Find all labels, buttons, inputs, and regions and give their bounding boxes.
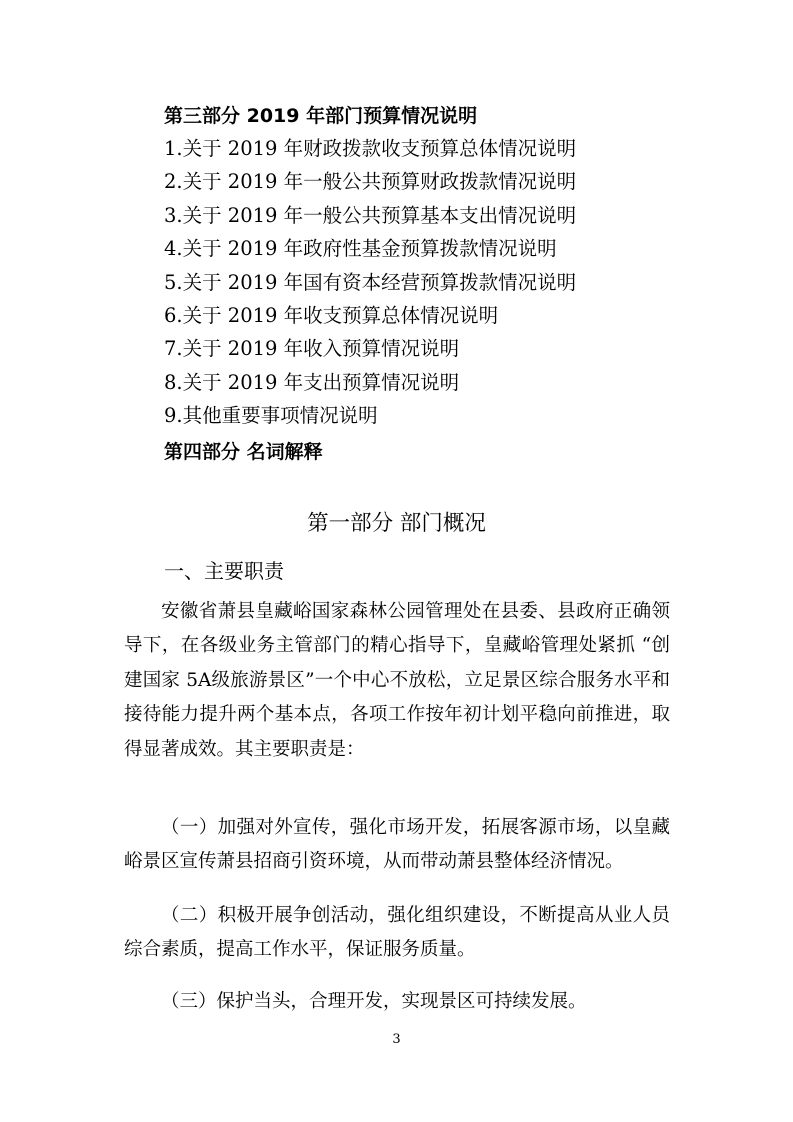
- toc-item-4: 4.关于 2019 年政府性基金预算拨款情况说明: [164, 237, 557, 261]
- toc-item-3: 3.关于 2019 年一般公共预算基本支出情况说明: [164, 203, 577, 227]
- toc-item-6: 6.关于 2019 年收支预算总体情况说明: [164, 303, 499, 327]
- duty-item-2: （二）积极开展争创活动，强化组织建设，不断提高从业人员综合素质，提高工作水平，保证服务质量。: [124, 905, 670, 961]
- toc-item-8: 8.关于 2019 年支出预算情况说明: [164, 370, 460, 394]
- toc-item-1: 1.关于 2019 年财政拨款收支预算总体情况说明: [164, 137, 577, 160]
- toc-item-7: 7.关于 2019 年收入预算情况说明: [164, 337, 460, 361]
- duties-heading: 一、主要职责: [164, 559, 284, 583]
- toc-list: [164, 132, 576, 433]
- duty-item-1: （一）加强对外宣传，强化市场开发，拓展客源市场，以皇藏峪景区宣传萧县招商引资环境，从而带动萧县整体经济情况。: [124, 817, 670, 873]
- toc-part4-title: 第四部分 名词解释: [164, 441, 323, 463]
- toc-item-5: 5.关于 2019 年国有资本经营预算拨款情况说明: [164, 270, 577, 294]
- page-number: 3: [392, 1032, 401, 1047]
- intro-paragraph: 安徽省萧县皇藏峪国家森林公园管理处在县委、县政府正确领导下，在各级业务主管部门的精心指导下，皇藏峪管理处紧抓 “创建国家 5A级旅游景区”一个中心不放松，立足景区综合服务水平和接待能力提升两个基本点，各项工作按年初计划平稳向前推进，取得显著成效。其主要职责是：: [124, 601, 670, 760]
- toc-item-9: 9.其他重要事项情况说明: [164, 404, 378, 428]
- toc-item-2: 2.关于 2019 年一般公共预算财政拨款情况说明: [164, 170, 577, 194]
- toc-part3-title: 第三部分 2019 年部门预算情况说明: [164, 105, 478, 127]
- section-title: 第一部分 部门概况: [307, 511, 486, 536]
- duty-item-3: （三）保护当头，合理开发，实现景区可持续发展。: [161, 991, 587, 1012]
